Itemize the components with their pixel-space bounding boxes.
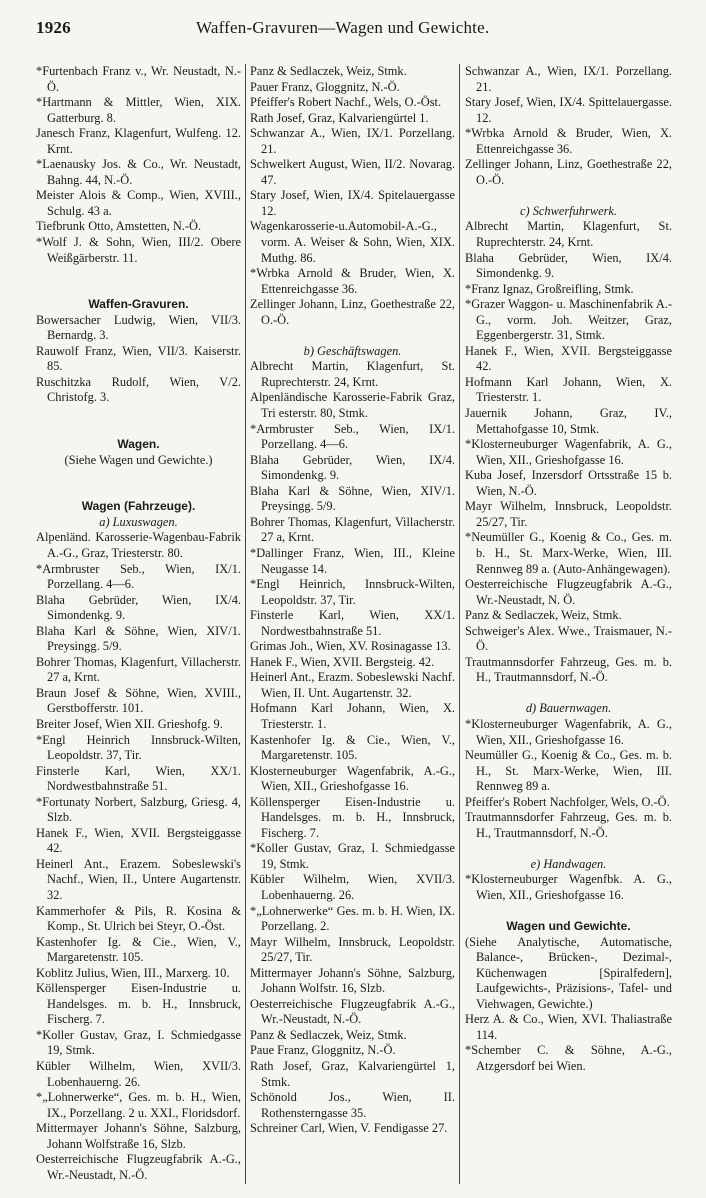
directory-entry: Pauer Franz, Gloggnitz, N.-Ö. bbox=[250, 79, 400, 94]
entry-list bbox=[250, 64, 455, 328]
running-title: Waffen-Gravuren—Wagen und Gewichte. bbox=[196, 18, 490, 37]
entry-list bbox=[36, 313, 241, 406]
directory-entry: Hanek F., Wien, XVII. Bergsteiggasse 42. bbox=[465, 343, 672, 374]
directory-entry: Kübler Wilhelm, Wien, XVII/3. Lobenhauerng. 26. bbox=[36, 1059, 241, 1089]
directory-entry: Wagenkarosserie-u.Automobil-A.-G., vorm. A. Weiser & Sohn, Wien, XIX. Muthg. 86. bbox=[250, 219, 455, 265]
directory-entry: Kastenhofer Ig. & Cie., Wien, V., Margaretenstr. 105. bbox=[250, 732, 455, 763]
directory-entry: Heinerl Ant., Erazm. Sobeslewski Nachf. Wien, II. Unt. Augartenstr. 32. bbox=[250, 670, 455, 700]
entry-list bbox=[465, 1012, 672, 1074]
entry-list bbox=[36, 64, 241, 266]
page-header bbox=[36, 12, 676, 42]
entry-list bbox=[465, 872, 672, 903]
directory-entry: *Franz Ignaz, Großreifling, Stmk. bbox=[465, 281, 634, 296]
directory-entry: Finsterle Karl, Wien, XX/1. Nordwestbahnstraße 51. bbox=[36, 763, 241, 794]
cross-reference-note: (Siehe Wagen und Gewichte.) bbox=[64, 452, 213, 467]
directory-entry: Trautmannsdorfer Fahrzeug, Ges. m. b. H., Trautmannsdorf, N.-Ö. bbox=[465, 654, 672, 685]
directory-entry: *Koller Gustav, Graz, I. Schmiedgasse 19, Stmk. bbox=[250, 841, 455, 871]
directory-entry: Pfeiffer's Robert Nachf., Wels, O.-Öst. bbox=[250, 95, 442, 110]
column-3 bbox=[465, 64, 672, 1184]
directory-entry: Alpenländische Karosserie-Fabrik Graz, Tri esterstr. 80, Stmk. bbox=[250, 390, 455, 421]
directory-entry: Jauernik Johann, Graz, IV., Mettahofgasse 10, Stmk. bbox=[465, 406, 672, 436]
column-divider bbox=[459, 64, 460, 1184]
directory-entry: *Wolf J. & Sohn, Wien, III/2. Obere Weißgärberstr. 11. bbox=[36, 235, 241, 265]
column-1 bbox=[36, 64, 241, 1184]
section-heading: Wagen und Gewichte. bbox=[506, 919, 631, 934]
directory-entry: Hofmann Karl Johann, Wien, X. Triesterstr. 1. bbox=[465, 374, 672, 405]
directory-entry: Zellinger Johann, Linz, Goethestraße 22, O.-Ö. bbox=[250, 297, 455, 327]
directory-entry: Blaha Karl & Söhne, Wien, XIV/1. Preysingg. 5/9. bbox=[250, 483, 455, 514]
directory-entry: Meister Alois & Comp., Wien, XVIII., Schulg. 43 a. bbox=[36, 188, 241, 218]
directory-entry: Schweiger's Alex. Wwe., Traismauer, N.-Ö. bbox=[465, 623, 672, 654]
directory-entry: Zellinger Johann, Linz, Goethestraße 22, O.-Ö. bbox=[465, 157, 672, 187]
directory-entry: Stary Josef, Wien, IX/4. Spittelauergasse. 12. bbox=[465, 95, 672, 125]
directory-entry: Blaha Karl & Söhne, Wien, XIV/1. Preysingg. 5/9. bbox=[36, 623, 241, 654]
directory-entry: *„Lohnerwerke“ Ges. m. b. H. Wien, IX. Porzellang. 2. bbox=[250, 903, 455, 934]
directory-entry: Pfeiffer's Robert Nachfolger, Wels, O.-Ö. bbox=[465, 794, 670, 809]
directory-entry: Trautmannsdorfer Fahrzeug, Ges. m. b. H., Trautmannsdorf, N.-Ö. bbox=[465, 810, 672, 840]
directory-entry: *Engl Heinrich, Innsbruck-Wilten, Leopoldstr. 37, Tir. bbox=[250, 577, 455, 607]
directory-entry: Blaha Gebrüder, Wien, IX/4. Simondenkg. 9. bbox=[465, 250, 672, 281]
directory-entry: *Schember C. & Söhne, A.-G., Atzgersdorf bei Wien. bbox=[465, 1043, 672, 1073]
directory-entry: Mittermayer Johann's Söhne, Salzburg, Johann Wolfstraße 16, Slzb. bbox=[36, 1121, 241, 1151]
directory-entry: Heinerl Ant., Erazem. Sobeslewski's Nachf., Wien, II., Untere Augartenstr. 32. bbox=[36, 856, 241, 902]
directory-entry: *Fortunaty Norbert, Salzburg, Griesg. 4, Slzb. bbox=[36, 794, 241, 825]
directory-entry: Panz & Sedlaczek, Weiz, Stmk. bbox=[250, 64, 407, 78]
directory-entry: Panz & Sedlaczek, Weiz, Stmk. bbox=[250, 1027, 407, 1042]
directory-entry: Koblitz Julius, Wien, III., Marxerg. 10. bbox=[36, 965, 230, 980]
directory-entry: Mittermayer Johann's Söhne, Salzburg, Johann Wolfstr. 16, Slzb. bbox=[250, 965, 455, 996]
directory-entry: *Klosterneuburger Wagenfbk. A. G., Wien, XII., Grieshofgasse 16. bbox=[465, 872, 672, 902]
directory-entry: Mayr Wilhelm, Innsbruck, Leopoldstr. 25/27, Tir. bbox=[465, 499, 672, 529]
directory-entry: *Hartmann & Mittler, Wien, XIX. Gatterburg. 8. bbox=[36, 95, 241, 125]
directory-entry: Paue Franz, Gloggnitz, N.-Ö. bbox=[250, 1043, 396, 1058]
directory-entry: Klosterneuburger Wagenfabrik, A.-G., Wien, XII., Grieshofgasse 16. bbox=[250, 763, 455, 794]
directory-entry: Oesterreichische Flugzeugfabrik A.-G., Wr.-Neustadt, N. Ö. bbox=[465, 577, 672, 607]
directory-entry: Hanek F., Wien, XVII. Bergsteiggasse 42. bbox=[36, 825, 241, 856]
directory-entry: *Wrbka Arnold & Bruder, Wien, X. Ettenreichgasse 36. bbox=[250, 266, 455, 296]
directory-entry: Blaha Gebrüder, Wien, IX/4. Simondenkg. 9. bbox=[36, 592, 241, 623]
subsection-heading: e) Handwagen. bbox=[530, 856, 607, 871]
directory-entry: *Engl Heinrich Innsbruck-Wilten, Leopoldstr. 37, Tir. bbox=[36, 732, 241, 763]
directory-entry: Panz & Sedlaczek, Weiz, Stmk. bbox=[465, 608, 622, 623]
directory-entry: Finsterle Karl, Wien, XX/1. Nordwestbahnstraße 51. bbox=[250, 608, 455, 638]
directory-entry: *Dallinger Franz, Wien, III., Kleine Neugasse 14. bbox=[250, 545, 455, 576]
page-number: 1926 bbox=[36, 18, 71, 37]
directory-entry: Albrecht Martin, Klagenfurt, St. Ruprechterstr. 24, Krnt. bbox=[465, 219, 672, 250]
directory-entry: Rath Josef, Graz, Kalvariengürtel 1. bbox=[250, 110, 429, 125]
directory-entry: Schönold Jos., Wien, II. Rothensterngasse 35. bbox=[250, 1090, 455, 1120]
entry-list bbox=[465, 717, 672, 841]
directory-entry: *Koller Gustav, Graz, I. Schmiedgasse 19, Stmk. bbox=[36, 1027, 241, 1058]
directory-entry: *Klosterneuburger Wagenfabrik, A. G., Wien, XII., Grieshofgasse 16. bbox=[465, 716, 672, 747]
directory-entry: Albrecht Martin, Klagenfurt, St. Ruprechterstr. 24, Krnt. bbox=[250, 359, 455, 389]
directory-entry: *Klosterneuburger Wagenfabrik, A. G., Wien, XII., Grieshofgasse 16. bbox=[465, 437, 672, 467]
directory-entry: Kammerhofer & Pils, R. Kosina & Komp., St. Ulrich bei Steyr, O.-Öst. bbox=[36, 903, 241, 934]
directory-entry: Braun Josef & Söhne, Wien, XVIII., Gerstbofferstr. 101. bbox=[36, 685, 241, 716]
directory-entry: *„Lohnerwerke“, Ges. m. b. H., Wien, IX., Porzellang. 2 u. XXI., Floridsdorf. bbox=[36, 1090, 241, 1120]
directory-entry: *Furtenbach Franz v., Wr. Neustadt, N.-Ö. bbox=[36, 64, 241, 94]
directory-entry: Bohrer Thomas, Klagenfurt, Villacherstr. 27 a, Krnt. bbox=[36, 654, 241, 685]
directory-entry: Stary Josef, Wien, IX/4. Spitelauergasse 12. bbox=[250, 188, 455, 218]
directory-entry: Blaha Gebrüder, Wien, IX/4. Simondenkg. 9. bbox=[250, 452, 455, 483]
column-2 bbox=[250, 64, 455, 1184]
subsection-heading: c) Schwerfuhrwerk. bbox=[519, 203, 618, 218]
directory-entry: Bowersacher Ludwig, Wien, VII/3. Bernardg. 3. bbox=[36, 312, 241, 343]
directory-entry: Janesch Franz, Klagenfurt, Wulfeng. 12. Krnt. bbox=[36, 126, 241, 156]
section-heading: Wagen (Fahrzeuge). bbox=[81, 499, 196, 514]
entry-list bbox=[465, 64, 672, 188]
entry-list bbox=[465, 219, 672, 685]
directory-entry: Kuba Josef, Inzersdorf Ortsstraße 15 b. Wien, N.-Ö. bbox=[465, 468, 672, 498]
directory-entry: Oesterreichische Flugzeugfabrik A.-G., Wr.-Neustadt, N.-Ö. bbox=[250, 996, 455, 1027]
directory-entry: Tiefbrunk Otto, Amstetten, N.-Ö. bbox=[36, 219, 202, 234]
directory-entry: Alpenländ. Karosserie-Wagenbau-Fabrik A.-G., Graz, Triesterstr. 80. bbox=[36, 530, 241, 560]
directory-entry: Herz A. & Co., Wien, XVI. Thaliastraße 114. bbox=[465, 1012, 672, 1042]
section-heading: Waffen-Gravuren. bbox=[88, 297, 189, 312]
directory-entry: Mayr Wilhelm, Innsbruck, Leopoldstr. 25/27, Tir. bbox=[250, 934, 455, 965]
section-heading: Wagen. bbox=[117, 437, 160, 452]
directory-entry: Grimas Joh., Wien, XV. Rosinagasse 13. bbox=[250, 639, 451, 654]
directory-entry: Hofmann Karl Johann, Wien, X. Triesterstr. 1. bbox=[250, 701, 455, 731]
directory-entry: *Neumüller G., Koenig & Co., Ges. m. b. H., St. Marx-Werke, Wien, III. Rennweg 89 a. (Auto-Anhängewagen). bbox=[465, 530, 672, 576]
subsection-heading: a) Luxuswagen. bbox=[99, 514, 178, 529]
directory-entry: Bohrer Thomas, Klagenfurt, Villacherstr. 27 a, Krnt. bbox=[250, 514, 455, 545]
directory-entry: *Grazer Waggon- u. Maschinenfabrik A.-G., vorm. Joh. Weitzer, Graz, Eggenbergerstr. 31, Stmk. bbox=[465, 297, 672, 343]
directory-entry: Köllensperger Eisen-Industrie u. Handelsges. m. b. H., Innsbruck, Fischerg. 7. bbox=[250, 794, 455, 840]
directory-entry: *Armbruster Seb., Wien, IX/1. Porzellang. 4—6. bbox=[36, 561, 241, 592]
directory-entry: Ruschitzka Rudolf, Wien, V/2. Christofg. 3. bbox=[36, 374, 241, 405]
directory-entry: Neumüller G., Koenig & Co., Ges. m. b. H., St. Marx-Werke, Wien, III. Rennweg 89 a. bbox=[465, 748, 672, 794]
directory-entry: Breiter Josef, Wien XII. Grieshofg. 9. bbox=[36, 716, 223, 731]
directory-entry: Kübler Wilhelm, Wien, XVII/3. Lobenhauerng. 26. bbox=[250, 872, 455, 902]
subsection-heading: d) Bauernwagen. bbox=[525, 701, 612, 716]
directory-entry: Rauwolf Franz, Wien, VII/3. Kaiserstr. 85. bbox=[36, 343, 241, 374]
directory-entry: *Laenausky Jos. & Co., Wr. Neustadt, Bahng. 44, N.-Ö. bbox=[36, 157, 241, 187]
directory-entry: *Armbruster Seb., Wien, IX/1. Porzellang. 4—6. bbox=[250, 421, 455, 452]
directory-entry: Schreiner Carl, Wien, V. Fendigasse 27. bbox=[250, 1121, 448, 1136]
entry-list bbox=[250, 359, 455, 1136]
directory-entry: *Wrbka Arnold & Bruder, Wien, X. Ettenreichgasse 36. bbox=[465, 126, 672, 156]
entry-list bbox=[36, 530, 241, 1183]
directory-entry: Schwanzar A., Wien, IX/1. Porzellang. 21. bbox=[465, 64, 672, 94]
directory-entry: Schwanzar A., Wien, IX/1. Porzellang. 21. bbox=[250, 126, 455, 156]
directory-entry: Rath Josef, Graz, Kalvariengürtel 1, Stmk. bbox=[250, 1059, 455, 1089]
directory-entry: Hanek F., Wien, XVII. Bergsteig. 42. bbox=[250, 654, 435, 669]
directory-entry: Köllensperger Eisen-Industrie u. Handelsges. m. b. H., Innsbruck, Fischerg. 7. bbox=[36, 981, 241, 1027]
subsection-heading: b) Geschäftswagen. bbox=[303, 343, 402, 358]
directory-entry: Kastenhofer Ig. & Cie., Wien, V., Margaretenstr. 105. bbox=[36, 934, 241, 965]
column-divider bbox=[245, 64, 246, 1184]
directory-entry: Oesterreichische Flugzeugfabrik A.-G., Wr.-Neustadt, N.-Ö. bbox=[36, 1152, 241, 1182]
cross-reference-note: (Siehe Analytische, Automatische, Balance-, Brücken-, Dezimal-, Küchenwagen [Spiralfedern], Laufgewichts-, Präzisions-, Tafel- und Viehwagen, Gewichte.) bbox=[465, 934, 672, 1011]
directory-entry: Schwelkert August, Wien, II/2. Novarag. 47. bbox=[250, 157, 455, 187]
